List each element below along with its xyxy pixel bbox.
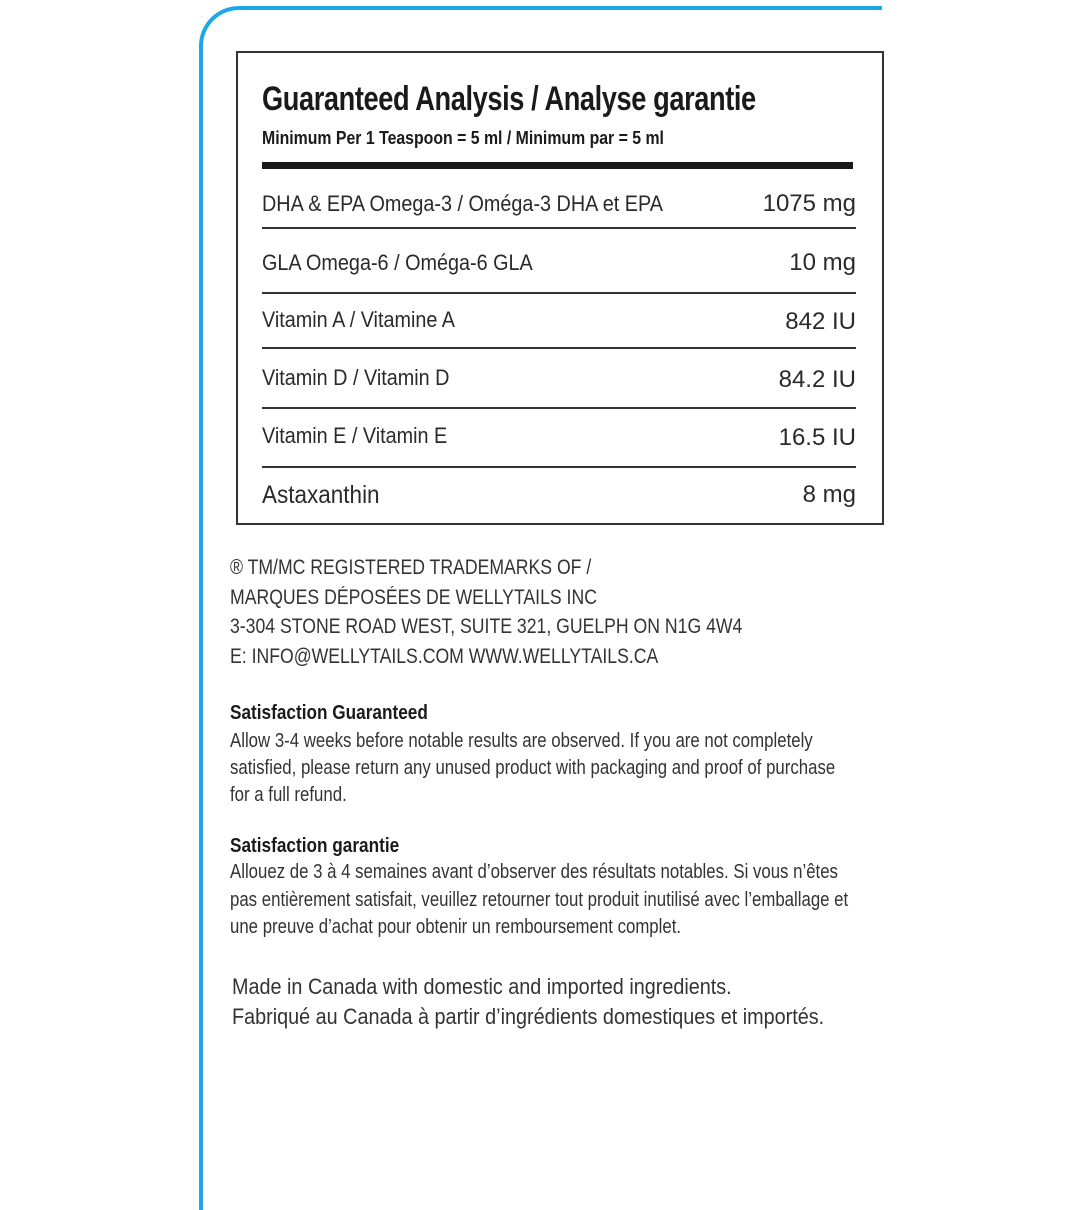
guarantee-text-fr: une preuve d’achat pour obtenir un remboursement complet. bbox=[230, 916, 682, 938]
analysis-row-name: DHA & EPA Omega-3 / Oméga-3 DHA et EPA bbox=[262, 191, 663, 216]
row-divider bbox=[262, 227, 856, 229]
guarantee-text-en: for a full refund. bbox=[230, 784, 347, 806]
guarantee-heading-fr: Satisfaction garantie bbox=[230, 835, 400, 857]
guarantee-text-en: Allow 3-4 weeks before notable results are observed. If you are not completely bbox=[230, 730, 813, 752]
guarantee-text-fr: pas entièrement satisfait, veuillez retourner tout produit inutilisé avec l’emballage et bbox=[230, 889, 849, 911]
guarantee-heading-en: Satisfaction Guaranteed bbox=[230, 702, 428, 724]
origin-fr: Fabriqué au Canada à partir d’ingrédients domestiques et importés. bbox=[232, 1004, 825, 1029]
analysis-row-value: 8 mg bbox=[802, 481, 856, 508]
analysis-row-name: Astaxanthin bbox=[262, 481, 380, 509]
analysis-row-value: 16.5 IU bbox=[778, 424, 856, 451]
row-divider bbox=[262, 407, 856, 409]
guarantee-text-en: satisfied, please return any unused product with packaging and proof of purchase bbox=[230, 757, 836, 779]
analysis-row-value: 10 mg bbox=[789, 249, 856, 276]
trademark-line: MARQUES DÉPOSÉES DE WELLYTAILS INC bbox=[230, 586, 597, 609]
contact-line: E: INFO@WELLYTAILS.COM WWW.WELLYTAILS.CA bbox=[230, 645, 659, 668]
origin-en: Made in Canada with domestic and imported ingredients. bbox=[232, 974, 732, 999]
analysis-row-name: Vitamin A / Vitamine A bbox=[262, 307, 455, 332]
guarantee-text-fr: Allouez de 3 à 4 semaines avant d’observer des résultats notables. Si vous n’êtes bbox=[230, 861, 838, 883]
analysis-title: Guaranteed Analysis / Analyse garantie bbox=[262, 80, 756, 118]
analysis-subtitle: Minimum Per 1 Teaspoon = 5 ml / Minimum par = 5 ml bbox=[262, 128, 664, 148]
title-divider bbox=[262, 162, 853, 169]
analysis-row-value: 1075 mg bbox=[762, 190, 856, 217]
analysis-row-name: Vitamin E / Vitamin E bbox=[262, 423, 448, 448]
address-line: 3-304 STONE ROAD WEST, SUITE 321, GUELPH ON N1G 4W4 bbox=[230, 615, 743, 638]
analysis-row-value: 842 IU bbox=[785, 308, 856, 335]
trademark-line: ® TM/MC REGISTERED TRADEMARKS OF / bbox=[230, 556, 592, 579]
analysis-row-name: GLA Omega-6 / Oméga-6 GLA bbox=[262, 250, 533, 275]
guaranteed-analysis-box bbox=[236, 51, 884, 525]
row-divider bbox=[262, 466, 856, 468]
analysis-row-name: Vitamin D / Vitamin D bbox=[262, 365, 450, 390]
row-divider bbox=[262, 292, 856, 294]
analysis-row-value: 84.2 IU bbox=[778, 366, 856, 393]
row-divider bbox=[262, 347, 856, 349]
frame-mask bbox=[882, 0, 1080, 20]
